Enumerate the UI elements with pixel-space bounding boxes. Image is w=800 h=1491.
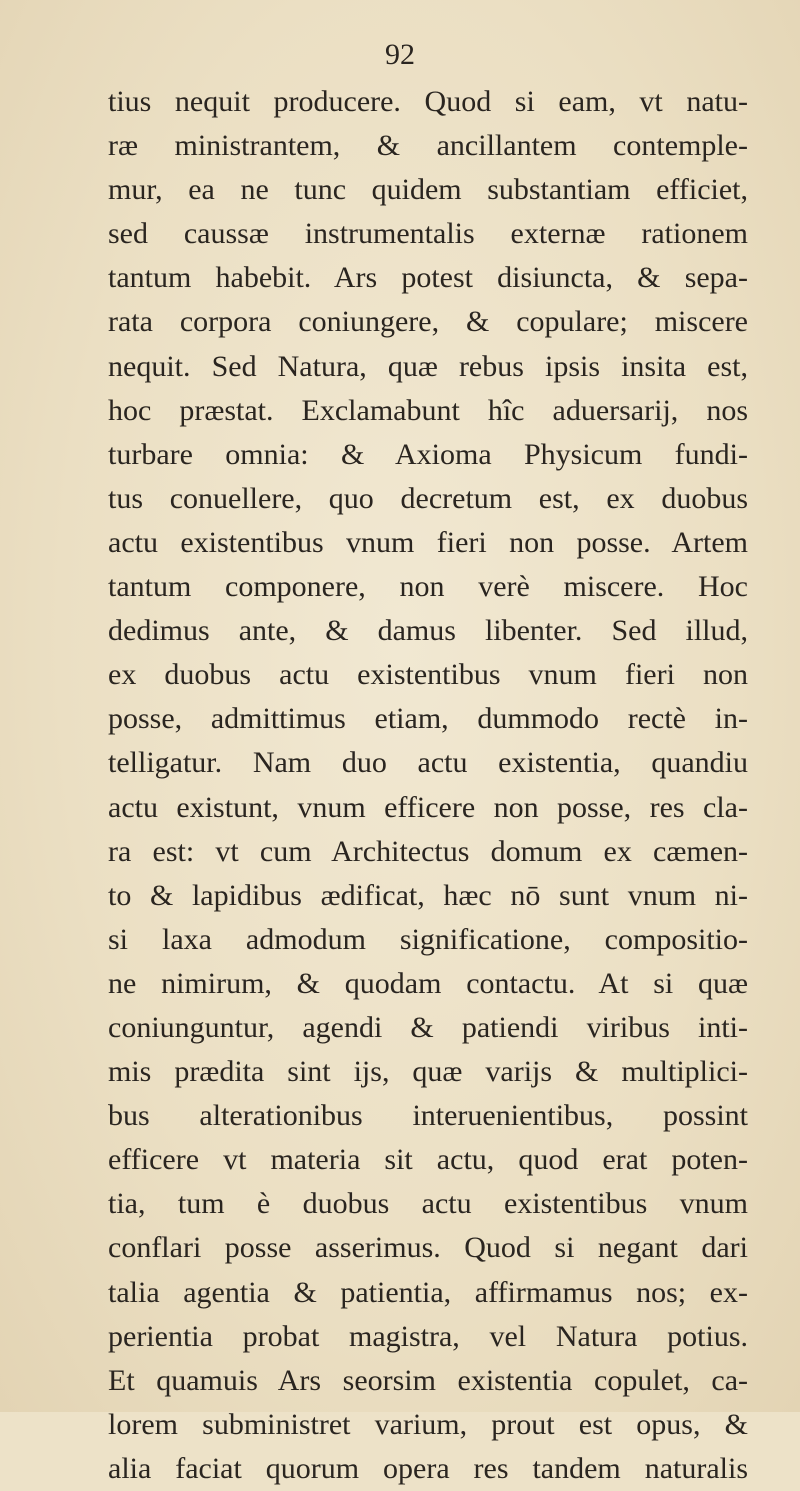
text-line: actu existentibus vnum fieri non posse. Artem	[108, 525, 748, 559]
text-line: alia faciat quorum opera res tandem naturalis	[108, 1451, 748, 1485]
text-line: perientia probat magistra, vel Natura potius.	[108, 1319, 748, 1353]
body-text	[108, 80, 748, 1491]
text-line: posse, admittimus etiam, dummodo rectè in-	[108, 702, 748, 736]
text-line: hoc præstat. Exclamabunt hîc aduersarij, nos	[108, 393, 748, 427]
text-line: bus alterationibus interuenientibus, possint	[108, 1099, 748, 1133]
text-line: nequit. Sed Natura, quæ rebus ipsis insita est,	[108, 349, 748, 383]
text-line: ræ ministrantem, & ancillantem contemple-	[108, 129, 748, 163]
page-number: 92	[385, 38, 415, 71]
text-line: coniunguntur, agendi & patiendi viribus inti-	[108, 1010, 748, 1044]
text-line: mis prædita sint ijs, quæ varijs & multiplici-	[108, 1055, 748, 1089]
text-line: tantum habebit. Ars potest disiuncta, & sepa-	[108, 261, 748, 295]
text-line: lorem subministret varium, prout est opus, &	[108, 1407, 748, 1441]
text-line: mur, ea ne tunc quidem substantiam efficiet,	[108, 173, 748, 207]
text-line: conflari posse asserimus. Quod si negant dari	[108, 1231, 748, 1265]
text-line: ra est: vt cum Architectus domum ex cæmen-	[108, 834, 748, 868]
text-line: tantum componere, non verè miscere. Hoc	[108, 570, 748, 604]
text-line: tius nequit producere. Quod si eam, vt natu-	[108, 85, 748, 118]
text-line: talia agentia & patientia, affirmamus nos; ex-	[108, 1275, 748, 1309]
text-line: actu existunt, vnum efficere non posse, res cla-	[108, 790, 748, 824]
text-line: efficere vt materia sit actu, quod erat poten-	[108, 1143, 748, 1177]
text-line: tus conuellere, quo decretum est, ex duobus	[108, 481, 748, 515]
text-line: sed caussæ instrumentalis externæ rationem	[108, 217, 748, 251]
text-line: Et quamuis Ars seorsim existentia copulet, ca-	[108, 1363, 748, 1397]
text-line: telligatur. Nam duo actu existentia, quandiu	[108, 746, 748, 780]
text-line: ex duobus actu existentibus vnum fieri non	[108, 658, 748, 692]
text-line: turbare omnia: & Axioma Physicum fundi-	[108, 437, 748, 471]
text-line: to & lapidibus ædificat, hæc nō sunt vnum ni-	[108, 878, 748, 912]
text-line: rata corpora coniungere, & copulare; miscere	[108, 305, 748, 339]
text-line: ne nimirum, & quodam contactu. At si quæ	[108, 966, 748, 1000]
text-line: si laxa admodum significatione, compositio-	[108, 922, 748, 956]
text-line: dedimus ante, & damus libenter. Sed illud,	[108, 614, 748, 648]
text-line: tia, tum è duobus actu existentibus vnum	[108, 1187, 748, 1221]
